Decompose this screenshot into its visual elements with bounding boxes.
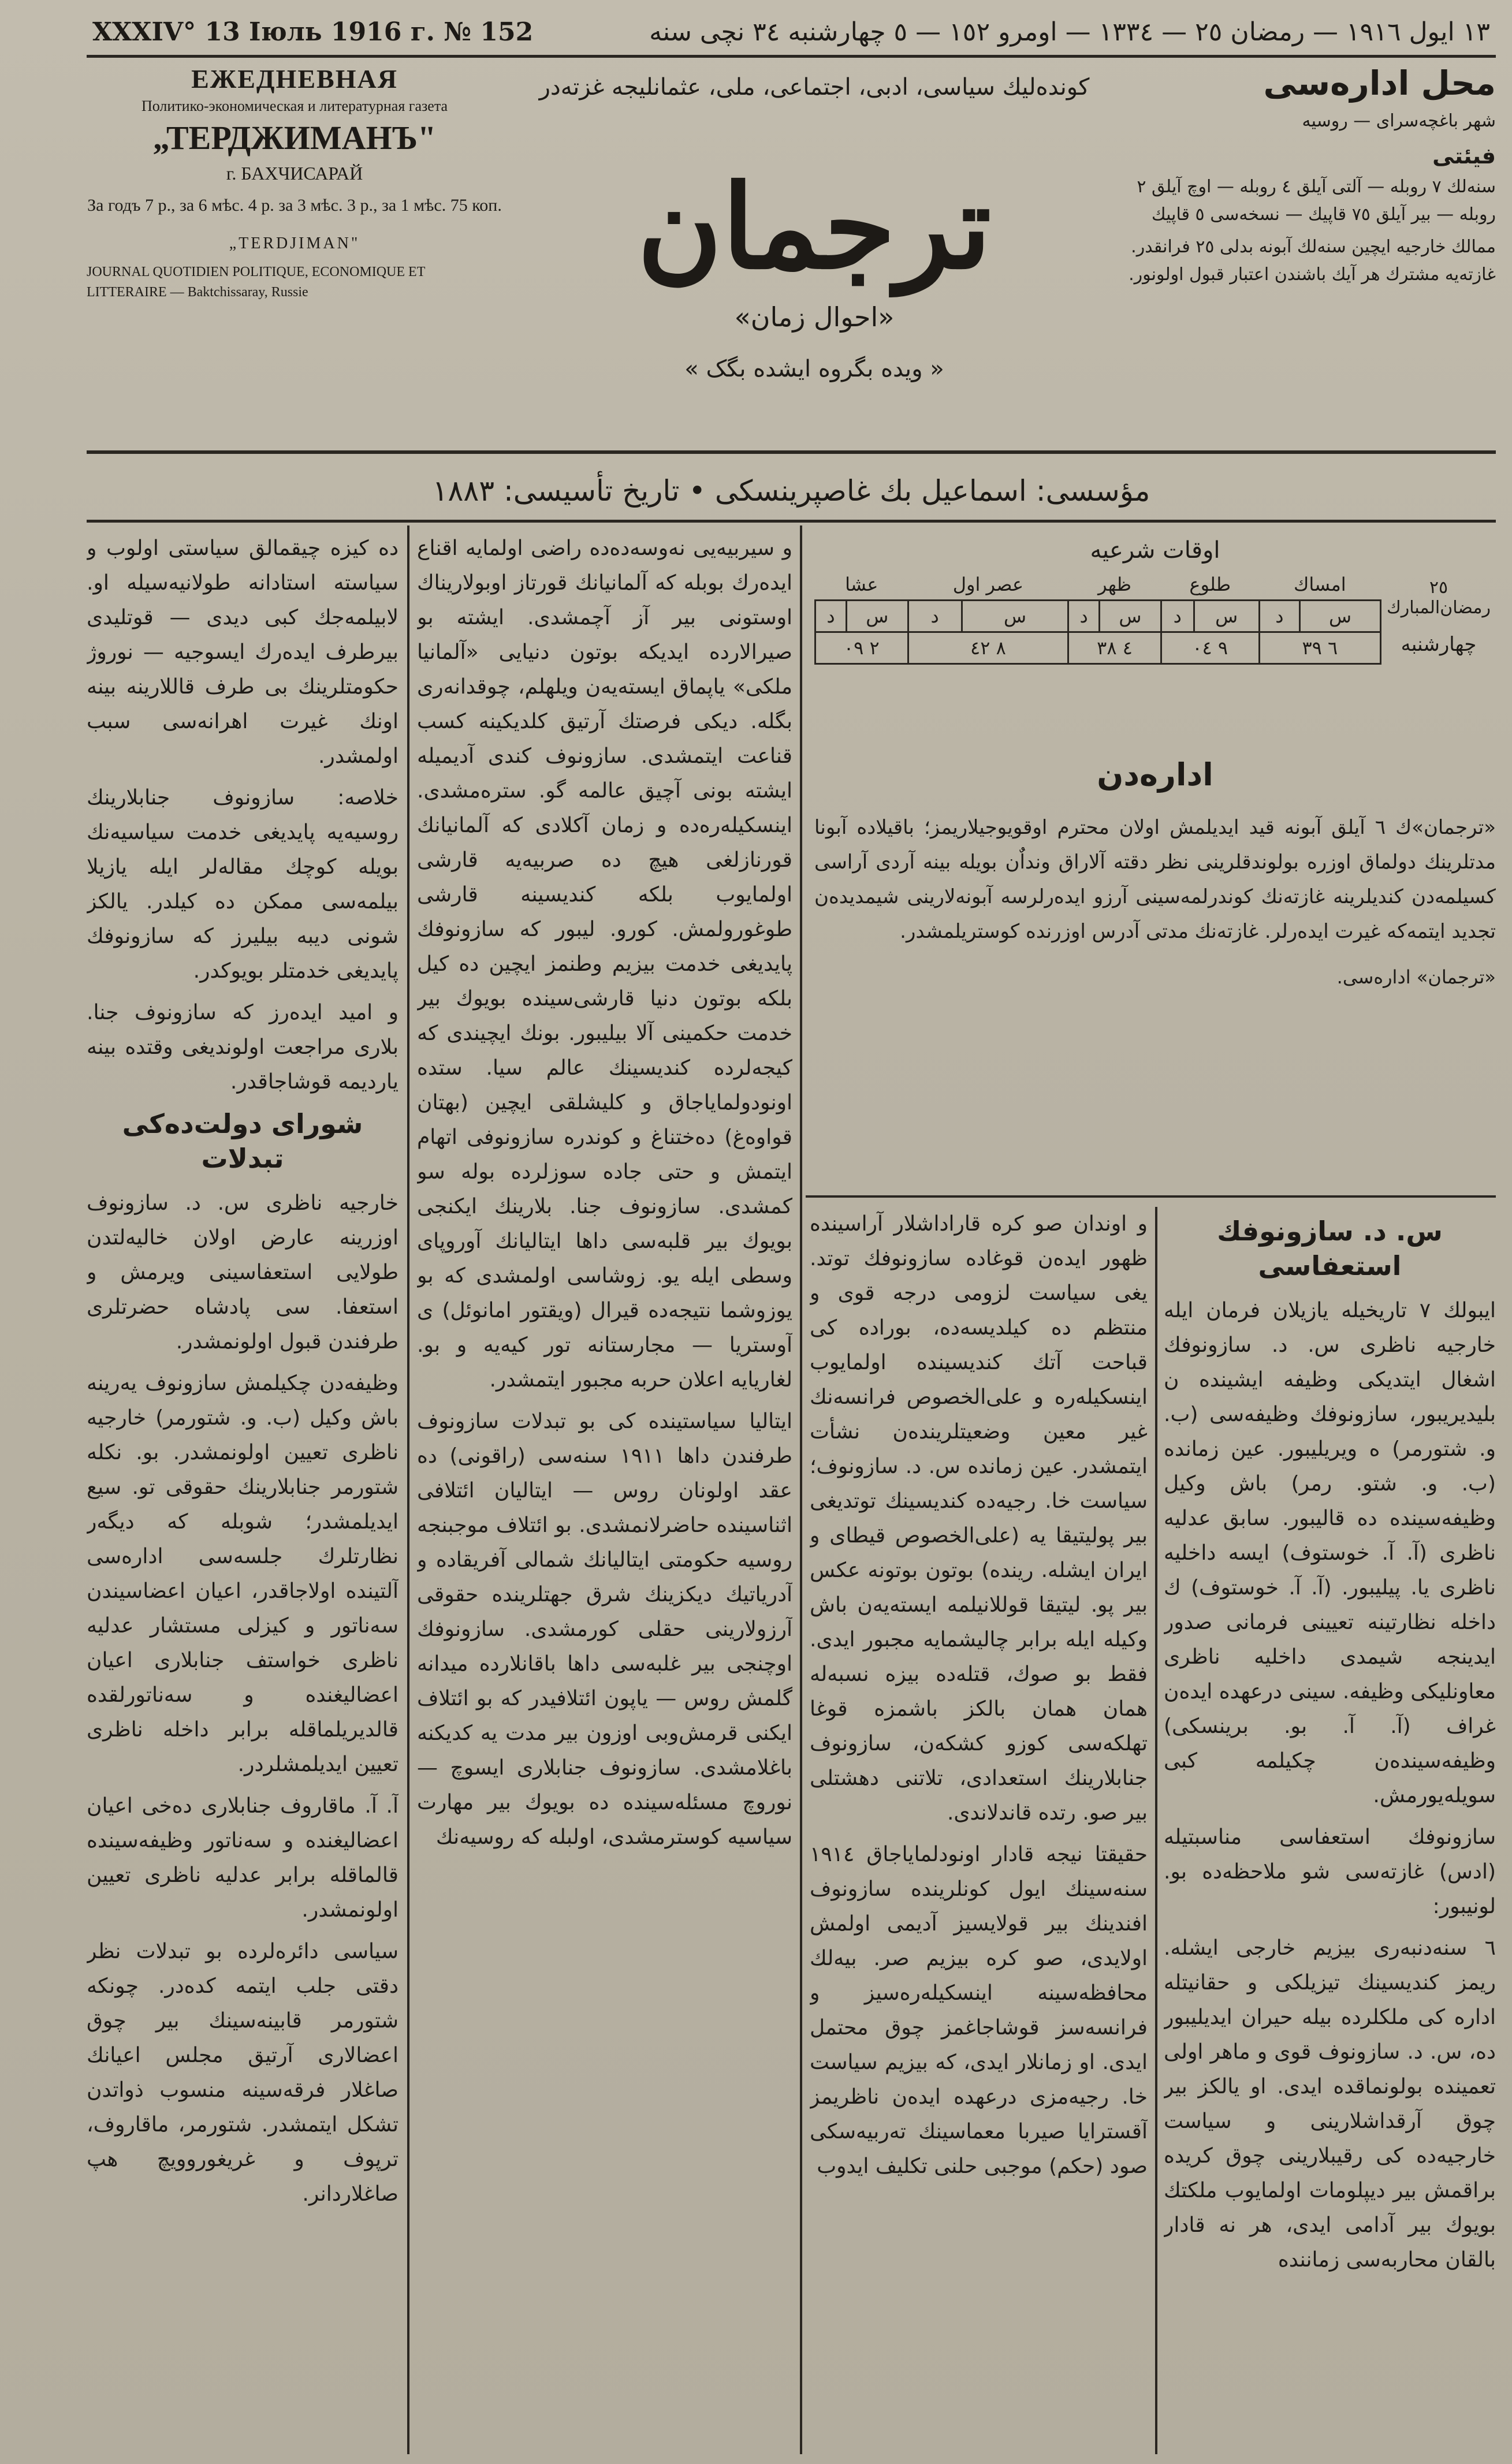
masthead-russian-title: „ТЕРДЖИМАНЪ" [152, 119, 437, 156]
masthead-city: г. БАХЧИСАРАЙ [226, 163, 363, 184]
prayer-times-heading: اوقات شرعیه [1090, 537, 1220, 564]
column-rule-1 [407, 525, 409, 2454]
column-2 [417, 531, 792, 2448]
price-list: سنه‌لك ٧ روبله — آلتی آیلق ٤ روبله — اوچ آیلق ٢ روبله — بیر آیلق ٧٥ قاپیك — نسخه‌سی ٥ قاپیك [1137, 177, 1496, 225]
col1-para: وظیفه‌دن چكیلمش سازونوف یه‌رینه باش وكیل (ب. و. شتورمر) خارجیه ناظری تعیین اولونمشدر. بو. نكله شتورمر جنابلارینك حقوقی تو. سیع ایدیلمشدر؛ شوبله كه دیگه‌ر نظارتلرك جلسه‌سی اداره‌سی آلتینده اولاجاقدر، اعیان اعضاسیندن سه‌ناتور و كیزلی مستشار عدلیه ناظری خواستف جنابلاری اعیان اعضالیغنده و سه‌ناتورلقده قالدیریلماقله برابر داخله ناظری تعیین ایدیلمشلردر. [87, 1371, 399, 1776]
prayer-date: ٢٥ رمضان‌المبارك [1387, 577, 1491, 618]
col3-para: و اوندان صو كره قاراداشلار آراسینده ظهور ایده‌ن قوغاده سازونوفك توتد. یغی سیاست لزومی درجه قوی و منتظم ده كیلدیسه‌ده، بوراده كی قباحت آتك كندیسینده اولمایوب اینسكیله‌ره و علی‌الخصوص فرانسه‌نك غیر معین وضعیتلرینده‌ن نشأت ایتمشدر. عین زمانده س. د. سازونوف؛ سیاست خا. رجیه‌ده كندیسینك توتدیغی بیر پولیتیقا یه (علی‌الخصوص قیطای و ایران ایشله. رینده) بوتون بوتونه عكس بیر پو. لیتیقا قوللانیلمه ایسته‌یه‌ن باش وكیله ایله برابر چالیشمایه مجبور ایدی. فقط بو صوك، قتله‌ده بیزه نسبه‌له همان همان بالكز باشمزه قوغا تهلكه‌سی كوزو كشكه‌ن، سازونوف جنابلارینك استعدادی، تلاتنی دهشتلی بیر صو. رتده قاندلاندی. [810, 1212, 1148, 1825]
col4-para: سازونوفك استعفاسی مناسبتیله (ادس) غازته‌سی شو ملاحظه‌ده بو. لونیبور: [1164, 1825, 1496, 1918]
newspaper-motto: « ویده بگروه ایشده بگک » [684, 356, 944, 382]
col1-para: خارجیه ناظری س. د. سازونوف اوزرینه عارض اولان خالیه‌لتدن طولایی استعفاسینی ویرمش و استعفا. سی پادشاه حضرتلری طرفندن قبول اولونمشدر. [87, 1191, 399, 1354]
unit-m: د [1068, 601, 1100, 632]
office-heading: محل اداره‌سی [1263, 64, 1496, 103]
column-1 [87, 531, 399, 2448]
col1-para: سیاسی دائره‌لرده بو تبدلات نظر دقتی جلب ایتمه كده‌در. چونكه شتورمر قابینه‌سینك بیر چوق اعضالاری آرتیق مجلس اعیانك صاغلار فرقه‌سینه منسوب ذواتدن تشكل ایتمشدر. شتورمر، ماقاروف، ترپوف و غریغوروویچ هپ صاغلاردانر. [87, 1940, 399, 2206]
top-rule [87, 55, 1496, 58]
notice-signature: «ترجمان» اداره‌سی. [1336, 966, 1496, 988]
prayer-col-1: امساك [1293, 573, 1346, 595]
notice-bottom-rule [806, 1195, 1496, 1198]
unit-m: د [1161, 601, 1194, 632]
foreign-price: ممالك خارجیه ایچین سنه‌لك آبونه بدلی ٢٥ فرانقدر. غازته‌یه مشترك هر آیك باشندن اعتبار قبول اولونور. [1129, 237, 1496, 285]
prayer-value-4: ٨ ٤٢ [908, 632, 1068, 664]
masthead-rule [87, 450, 1496, 454]
column-rule-3 [1155, 1207, 1157, 2454]
founder-rule [87, 520, 1496, 523]
dateline [92, 12, 1490, 52]
masthead-genre: Политико-экономическая и литературная газета [141, 98, 448, 114]
unit-h: س [962, 601, 1068, 632]
col3-para: حقیقتا نیجه قادار اونودلمایاجاق ١٩١٤ سنه‌سینك ایول كونلرینده سازونوف افندینك بیر قولایسیز آدیمی اولمش اولایدی، صو كره بیزیم صر. بیه‌لك محافظه‌سینه اینسكیله‌ره‌سیز و فرانسه‌سز قوشاجاغمز چوق محتمل ایدی. او زمانلار ایدی، كه بیزیم سیاست خا. رجیه‌مزی درعهده ایده‌ن ناظریمز آقسترایا صیربا معماسینك ته‌ربیه‌سكی صود (حكم) موجبی حلنی تكلیف ایدوب [810, 1843, 1148, 2178]
prayer-value-3: ٤ ٣٨ [1068, 632, 1161, 664]
col1-para: خلاصه: سازونوف جنابلارینك روسیه‌یه پایدیغی خدمت سیاسیه‌نك بویله كوچك مقاله‌لر ایله یازیلا بیلمه‌سی ممكن ده كیلدر. یالكز شونی دیبه بیلیرز كه سازونوفك پایدیغی خدمتلر بویوكدر. [87, 786, 399, 983]
prayer-value-1: ٦ ٣٩ [1259, 632, 1380, 664]
dateline-arabic: ١٣ ايول ١٩١٦ — رمضان ٢٥ — ١٣٣٤ — اومرو ١٥٢ — ٥ چهارشنبه ٣٤ نچی سنه [649, 17, 1490, 47]
price-heading: فیئتی [1432, 143, 1496, 169]
col2-para: و سیربیه‌یی نه‌وسه‌ده‌ده راضی اولمایه اقناع ایده‌رك بوبله‌ كه آلمانیانك قورتاز اوبولاریناك اوستونی بیر آز آچمشدی. ایشته بو صیرالارده ایدیكه بوتون دنیایی «آلمانیا ملكی» یاپماق ایسته‌یه‌ن ویلهلم، چوقدانه‌ری بگله. دیكی فرصتك آرتیق كلدیكینه كسب قناعت ایتمشدی. سازونوف كندی آدیمیله ایشته بونی آچیق عالمه گو. ستره‌مشدی. اینسكیله‌ره‌ده و زمان آكلادی كه آلمانیانك قورنازلغی هیچ ده صربیه‌یه قارشی اولمایوب بلكه كندیسینه قارشی طوغورولمش. كورو. لیبور كه سازونوفك پایدیغی خدمت بیزیم وطنمز ایچین ده كیل بلكه بوتون دنیا قارشی‌سینده بویوك بیر خدمت حكمینی آلا بیلیبور. بونك ایچیندی كه كیجه‌لرده كندیسینك عالم سیا. ستده اونودولمایاجاق و كلیشلقی ایچین (بهتان قواوه‌غ) ده‌ختناغ و كوندره سازونوفی اتهام ایتمش و حتی جاده سوزلرده‌ بوله سو كمشدی. سازونوف جنا. بلارینك ایكنجی بویوك بیر قلبه‌سی داها ایتالیانك آوروپای وسطی ایله یو. زوشاسی اولمشدی كه بو یوزوشما نتیجه‌ده قیرال (ویقتور امانوئل) ی آوستریا — مجارستانه تور كیه‌یه و بو. لغاریایه اعلان حربه مجبور ایتمشدر. [417, 536, 792, 1392]
masthead-right [1126, 64, 1496, 433]
col4-para: ٦ سنه‌دنبه‌ری بیزیم خارجی ایشله. ریمز كندیسینك تیزیلكی و حقانیتله اداره كی ملكلرده بیله حیران ایدیلیبور ده، س. د. سازونوف قوی و ماهر اولی تعمینده بولونماقده ایدی. او یالكز بیر چوق آرقداشلارینی و سیاست خارجیه‌ده كی رقیبلارینی چوق كریده براقمش بیر دیپلومات اولمایوب ملكتك بویوك بیر آدامی ایدی، هر نه قادار بالقان محاربه‌سی زماننده [1164, 1936, 1496, 2272]
prayer-value-2: ٩ ٠٤ [1161, 632, 1259, 664]
notice-heading: اداره‌دن [1097, 756, 1213, 793]
prayer-value-5: ٢ ٠٩ [815, 632, 908, 664]
masthead-subscription: За годъ 7 р., за 6 мѣс. 4 р. за 3 мѣс. 3 р., за 1 мѣс. 75 коп. [87, 196, 502, 215]
unit-m: د [815, 601, 847, 632]
unit-h: س [1300, 601, 1381, 632]
prayer-col-2: طلوع [1189, 573, 1231, 595]
newspaper-subtitle: «احوال زمان» [734, 301, 895, 333]
masthead-daily: ЕЖЕДНЕВНАЯ [191, 64, 398, 94]
unit-h: س [846, 601, 908, 632]
masthead-french: JOURNAL QUOTIDIEN POLITIQUE, ECONOMIQUE ET LITTERAIRE — Baktchissaray, Russie [87, 264, 425, 300]
prayer-col-3: ظهر [1098, 573, 1131, 595]
prayer-day: چهارشنبه [1401, 632, 1477, 656]
col1-para: آ. آ. ماقاروف جنابلاری ده‌خی اعیان اعضالیغنده و سه‌ناتور وظیفه‌سینده قالماقله برابر عدلیه ناظری تعیین اولونمشدر. [87, 1794, 399, 1922]
masthead-left [87, 64, 502, 433]
col4-para: ایبولك ٧ تاریخیله یازیلان فرمان ایله خارجیه ناظری س. د. سازونوفك اشغال ایتدیكی وظیفه ایشینده ن بلیدیریبور، سازونوفك وظیفه‌سی (ب. و. شتورمر) ه ویریلیبور. عین زمانده (ب. و. شتو. رمر) باش وكیل وظیفه‌سینده ده قالیبور. سابق عدلیه ناظری (آ. آ. خوستوف) ایسه داخلیه ناظری یا. پیلیبور. (آ. آ. خوستوف) ك داخله نظارتینه تعیینی فرمانی صدور ایدینجه شیمدی داخلیه ناظری معاونلیكی وظیفه. سینی درعهده ایده‌ن غراف (آ. آ. بو. برینسكی) وظیفه‌سینده‌ن چكیلمه كبی سویله‌یورمش. [1164, 1299, 1496, 1807]
prayer-date-cell [1381, 569, 1496, 664]
col2-para: ایتالیا سیاستینده كی بو تبدلات سازونوف طرفندن داها ١٩١١ سنه‌سی (راقونی) ده عقد اولونان روس — ایتالیان ائتلافی اثناسینده حاضرلانمشدی. بو ائتلاف موجبنجه روسیه حكومتی ایتالیانك شمالی آفریقاده و آدریاتیك دیكزینك شرق جهتلرینده حقوقی آرزولارینی حقلی كورمشدی. سازونوفك اوچنجی بیر غلبه‌سی داها باقانلارده میدانه گلمش روس — یاپون ائتلافیدر كه بو ائتلاف ایكنی قرمش‌وبی اوزون بیر مدت یه كدیكنه باغلامشدی. سازونوف جنابلاری ایسوچ — نوروچ مسئله‌سینده ده بویوك بیر مهارت سیاسیه كوسترمشدی، اولبله كه روسیه‌نك [417, 1410, 792, 1849]
state-council-heading: شورای دولت‌ده‌كی تبدلات [122, 1108, 363, 1174]
dateline-russian: XXXIV° 13 Іюль 1916 г. № 152 [92, 17, 534, 47]
prayer-times-table [814, 569, 1496, 665]
masthead-latin-title: „TERDJIMAN" [229, 234, 360, 252]
unit-m: د [908, 601, 962, 632]
unit-h: س [1100, 601, 1161, 632]
newspaper-title: ترجمان [637, 159, 992, 295]
founder-line: مؤسسی: اسماعیل بك غاصپرینسكی • تاریخ تأسیسی: ١٨٨٣ [432, 474, 1150, 508]
administration-notice [814, 751, 1496, 1190]
masthead-center [520, 64, 1109, 439]
office-address: شهر باغچه‌سرای — روسیه [1302, 111, 1496, 131]
masthead-arc-text: كونده‌لیك سیاسی، ادبی، اجتماعی، ملی، عثمانلیجه غزته‌در [539, 74, 1090, 100]
prayer-col-4: عصر اول [952, 573, 1024, 595]
notice-text: «ترجمان»ك ٦ آیلق آبونه قید ایدیلمش اولان محترم اوقویوجیلاریمز؛ باقیلاده آبونا مدتلرینك دولماق اوزره بولوندقلرینی نظر دقته آلاراق ونداٌن بویله بینه آردی آراسی كسیلمه‌دن كندیلرینه غازته‌نك كوندرلمه‌سینی آرزو ایده‌رلرسه آبونه‌لارینی شیمدیده‌ن تجدید ایتمه‌كه غیرت ایده‌رلر. غازته‌نك مدتی آدرس اوزرنده كوستریلمشدر. [814, 816, 1496, 943]
prayer-col-5: عشا [845, 573, 878, 595]
prayer-times [814, 537, 1496, 733]
unit-m: د [1259, 601, 1300, 632]
column-4 [1164, 1207, 1496, 2448]
unit-h: س [1194, 601, 1259, 632]
column-3 [810, 1207, 1148, 2448]
col1-para: و امید ایده‌رز كه سازونوف جنا. بلاری مراجعت اولوندیغی وقتده بینه یاردیمه قوشاجاقدر. [87, 1001, 399, 1094]
sazonov-resignation-heading: س. د. سازونوفك استعفاسی [1217, 1216, 1443, 1281]
column-rule-2 [800, 525, 802, 2454]
prayer-header-row [815, 569, 1496, 601]
col1-para: ده كیزه چیقمالق سیاستی اولوب و سیاسته استادانه طولانیه‌سیله او. لابیلمه‌جك كبی دیدی — قوتلیدی بیرطرف ایده‌رك ایسوجیه — نوروژ حكومتلرینك بی طرف قاللارینه بینه اونك غیرت اهرانه‌سی سبب اولمشدر. [87, 536, 399, 768]
